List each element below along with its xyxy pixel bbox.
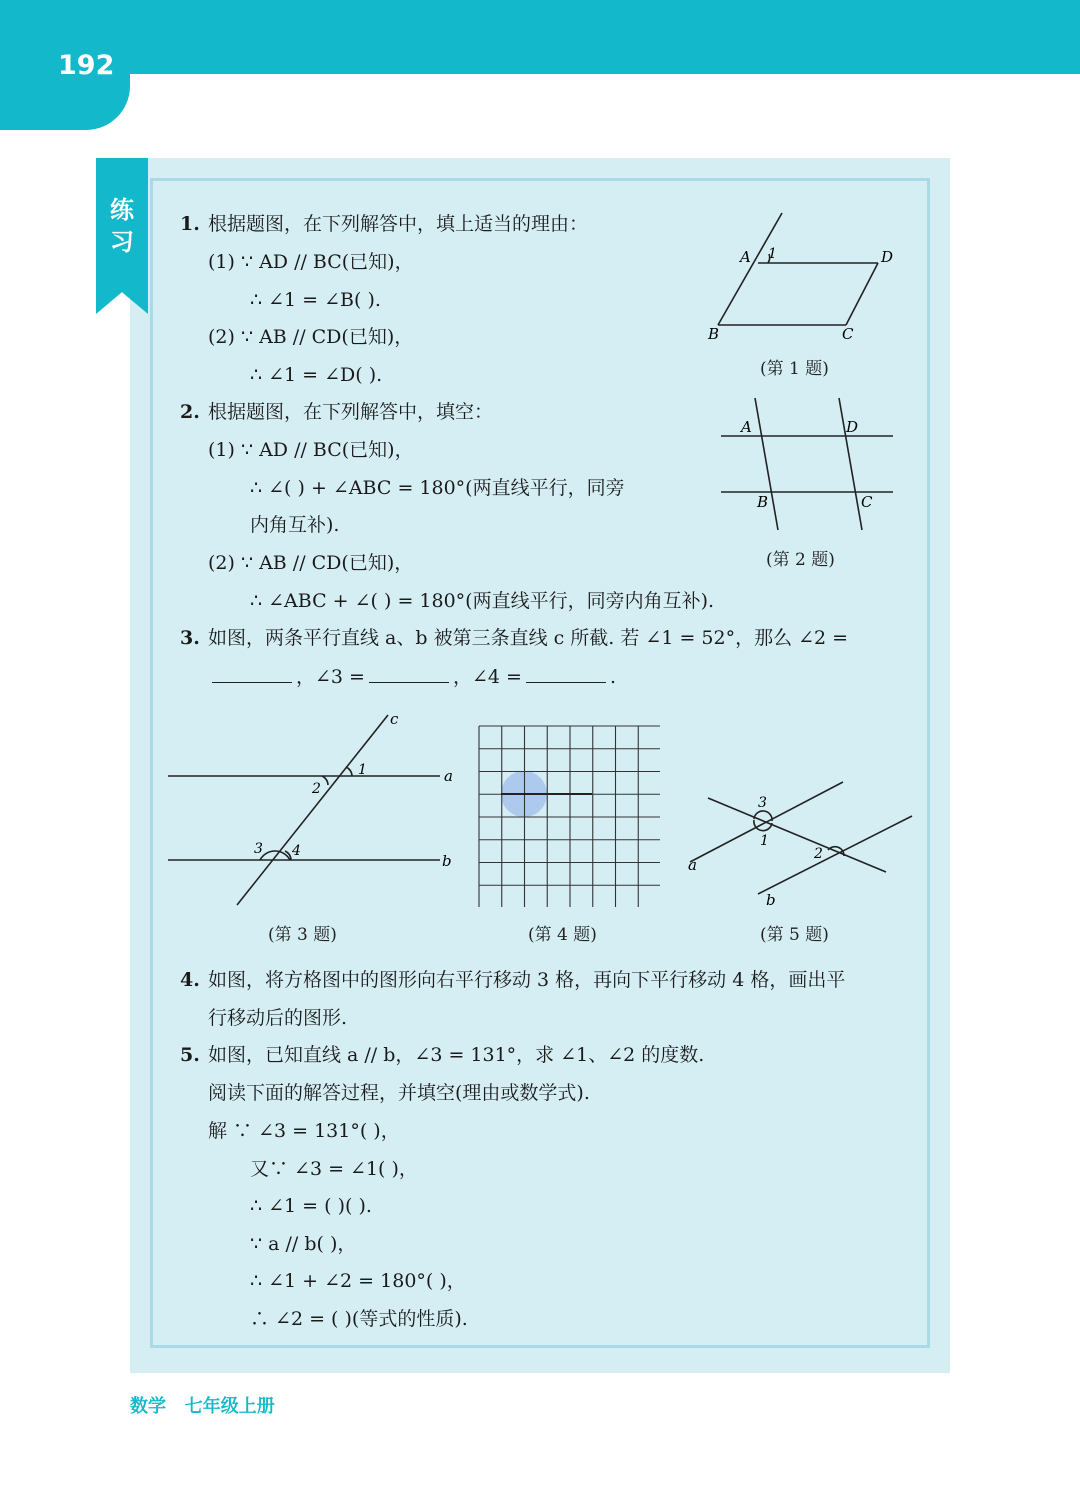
q3-label-b: b xyxy=(442,852,452,870)
header-bar xyxy=(0,0,1080,74)
q1-label-a: A xyxy=(740,248,751,266)
q5-figure xyxy=(680,770,920,912)
q5-step6: ∴ ∠2 = ( )(等式的性质). xyxy=(250,1308,468,1330)
q2-part2-conclusion: ∴ ∠ABC + ∠( ) = 180°(两直线平行，同旁内角互补). xyxy=(250,590,715,612)
q5-label-2: 2 xyxy=(814,846,823,862)
q5-number: 5. xyxy=(180,1044,200,1066)
q3-stem: 如图，两条平行直线 a、b 被第三条直线 c 所截. 若 ∠1 = 52°，那么 ∠2 = xyxy=(208,627,849,649)
q5-instruction: 阅读下面的解答过程，并填空(理由或数学式). xyxy=(208,1082,590,1104)
q3-caption: (第 3 题) xyxy=(268,925,337,945)
q3-label-2: 2 xyxy=(312,781,321,797)
q2-part1-conclusion: ∴ ∠( ) + ∠ABC = 180°(两直线平行，同旁 xyxy=(250,477,625,499)
q1-label-d: D xyxy=(881,248,894,266)
q4-grid-figure xyxy=(478,725,660,907)
q3-number: 3. xyxy=(180,627,200,649)
q1-part1-premise: (1) ∵ AD // BC(已知)， xyxy=(208,251,414,273)
q5-step1: 解 ∵ ∠3 = 131°( )， xyxy=(208,1120,400,1142)
q2-label-a: A xyxy=(741,418,752,436)
q1-caption: (第 1 题) xyxy=(760,359,829,379)
q1-number: 1. xyxy=(180,213,200,235)
q3-blank-angle3[interactable] xyxy=(369,664,449,683)
q5-label-b: b xyxy=(766,891,776,909)
q5-stem: 如图，已知直线 a // b，∠3 = 131°，求 ∠1、∠2 的度数. xyxy=(208,1044,705,1066)
q2-label-c: C xyxy=(861,493,873,511)
q5-caption: (第 5 题) xyxy=(760,925,829,945)
q2-part1-conclusion-cont: 内角互补). xyxy=(250,514,340,536)
q2-label-d: D xyxy=(846,418,859,436)
q3-line-c xyxy=(237,715,388,905)
q3-sep-angle4: ，∠4 = xyxy=(452,666,522,688)
q1-line-dc xyxy=(846,263,878,325)
page-number: 192 xyxy=(58,50,115,81)
q3-blank-angle2[interactable] xyxy=(212,664,292,683)
q3-label-c: c xyxy=(390,710,399,728)
q4-stem-cont: 行移动后的图形. xyxy=(208,1007,348,1029)
q1-figure xyxy=(690,205,920,355)
footer-book-title: 数学 七年级上册 xyxy=(130,1396,275,1417)
q2-part2-premise: (2) ∵ AB // CD(已知)， xyxy=(208,552,414,574)
q3-sep-angle3: ，∠3 = xyxy=(296,666,365,688)
q1-label-b: B xyxy=(708,325,720,343)
q3-figure xyxy=(160,705,460,915)
q4-caption: (第 4 题) xyxy=(528,925,597,945)
q5-line-transversal xyxy=(708,798,886,872)
q2-figure xyxy=(715,392,900,540)
q5-step3: ∴ ∠1 = ( )( ). xyxy=(250,1195,372,1217)
q5-angle3-arc xyxy=(754,811,772,821)
q5-step4: ∵ a // b( )， xyxy=(250,1233,357,1255)
q2-stem: 根据题图，在下列解答中，填空： xyxy=(208,401,494,423)
q1-line-ab xyxy=(718,213,782,325)
q2-part1-premise: (1) ∵ AD // BC(已知)， xyxy=(208,439,414,461)
section-label: 练 习 xyxy=(110,196,134,256)
q2-caption: (第 2 题) xyxy=(766,550,835,570)
q4-stem: 如图，将方格图中的图形向右平行移动 3 格，再向下平行移动 4 格，画出平 xyxy=(208,969,846,991)
q1-part2-premise: (2) ∵ AB // CD(已知)， xyxy=(208,326,414,348)
q2-number: 2. xyxy=(180,401,200,423)
q5-label-3: 3 xyxy=(758,795,767,811)
q3-label-3: 3 xyxy=(254,841,263,857)
q3-label-4: 4 xyxy=(292,843,301,859)
q3-end: . xyxy=(609,666,616,688)
q3-angle1-arc xyxy=(346,767,352,776)
q1-stem: 根据题图，在下列解答中，填上适当的理由： xyxy=(208,213,589,235)
q3-label-1: 1 xyxy=(358,762,367,778)
q1-label-c: C xyxy=(842,325,854,343)
q5-step5: ∴ ∠1 + ∠2 = 180°( )， xyxy=(250,1270,466,1292)
q3-label-a: a xyxy=(444,767,453,785)
q4-grid-lines xyxy=(479,726,660,907)
q1-part1-conclusion: ∴ ∠1 = ∠B( ). xyxy=(250,289,381,311)
q5-label-1: 1 xyxy=(760,833,769,849)
q4-number: 4. xyxy=(180,969,200,991)
q1-label-1: 1 xyxy=(768,246,777,262)
q3-angle3-arc xyxy=(260,851,290,860)
q1-part2-conclusion: ∴ ∠1 = ∠D( ). xyxy=(250,364,383,386)
q2-label-b: B xyxy=(757,493,769,511)
q5-label-a: a xyxy=(688,856,697,874)
q5-step2: 又∵ ∠3 = ∠1( )， xyxy=(250,1158,418,1180)
q3-angle2-arc xyxy=(322,776,328,785)
q3-answer-line xyxy=(208,664,616,689)
q3-blank-angle4[interactable] xyxy=(526,664,606,683)
